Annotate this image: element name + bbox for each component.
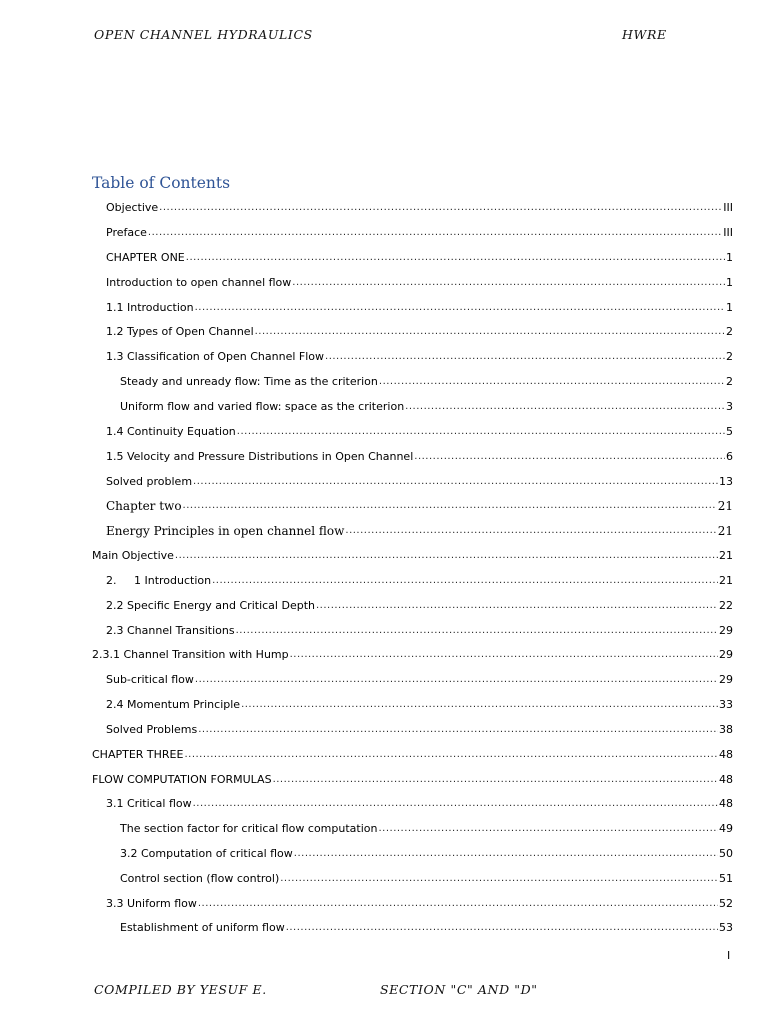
toc-entry[interactable]: 3.3 Uniform flow ..... 52 — [106, 891, 733, 911]
page-number: I — [727, 949, 731, 962]
toc-entry[interactable]: Uniform flow and varied flow: space as the criterion ..... 3 — [120, 394, 733, 414]
toc-entry[interactable]: Sub-critical flow ..... 29 — [106, 667, 733, 687]
toc-entry[interactable]: Introduction to open channel flow ..... 1 — [106, 270, 733, 290]
toc-entry[interactable]: 1.5 Velocity and Pressure Distributions in Open Channel ..... 6 — [106, 444, 733, 464]
toc-entry[interactable]: 2.3 Channel Transitions ..... 29 — [106, 618, 733, 638]
header-title: OPEN CHANNEL HYDRAULICS — [94, 27, 313, 42]
toc-entry[interactable]: 1.3 Classification of Open Channel Flow ..... 2 — [106, 344, 733, 364]
toc-entry[interactable]: 2. 1 Introduction ..... 21 — [106, 568, 733, 588]
toc-entry[interactable]: Steady and unready flow: Time as the criterion ..... 2 — [120, 369, 733, 389]
toc-entry[interactable]: FLOW COMPUTATION FORMULAS ..... 48 — [92, 767, 733, 787]
toc-entry[interactable]: 3.1 Critical flow ..... 48 — [106, 791, 733, 811]
toc-entry[interactable]: 1.4 Continuity Equation ..... 5 — [106, 419, 733, 439]
toc-entry[interactable]: CHAPTER ONE ..... 1 — [106, 245, 733, 265]
toc-entry[interactable]: 2.3.1 Channel Transition with Hump ..... 29 — [92, 642, 733, 662]
toc-entry[interactable]: The section factor for critical flow computation ..... 49 — [120, 816, 733, 836]
header-course-code: HWRE — [622, 27, 667, 42]
toc-entry[interactable]: Objective ..... III — [106, 195, 733, 215]
toc-entry[interactable]: Solved problem ..... 13 — [106, 469, 733, 489]
toc-entry[interactable]: 2.4 Momentum Principle ..... 33 — [106, 692, 733, 712]
footer-compiler: COMPILED BY YESUF E. — [94, 982, 267, 997]
toc-entry[interactable]: 1.2 Types of Open Channel ..... 2 — [106, 319, 733, 339]
toc-entry[interactable]: Solved Problems ..... 38 — [106, 717, 733, 737]
toc-entry[interactable]: 2.2 Specific Energy and Critical Depth ..... 22 — [106, 593, 733, 613]
toc-entry[interactable]: 3.2 Computation of critical flow ..... 50 — [120, 841, 733, 861]
toc-entry[interactable]: Energy Principles in open channel flow ..... 21 — [106, 518, 733, 538]
toc-entry[interactable]: CHAPTER THREE ..... 48 — [92, 742, 733, 762]
toc-entry[interactable]: Control section (flow control) ..... 51 — [120, 866, 733, 886]
toc-entry[interactable]: Preface ..... III — [106, 220, 733, 240]
toc-entry[interactable]: Chapter two ..... 21 — [106, 493, 733, 513]
toc-heading: Table of Contents — [92, 174, 231, 192]
toc-entry[interactable]: Main Objective ..... 21 — [92, 543, 733, 563]
toc-entry[interactable]: 1.1 Introduction ..... 1 — [106, 295, 733, 315]
footer-section: SECTION "C" AND "D" — [380, 982, 538, 997]
toc-entry[interactable]: Establishment of uniform flow ..... 53 — [120, 915, 733, 935]
